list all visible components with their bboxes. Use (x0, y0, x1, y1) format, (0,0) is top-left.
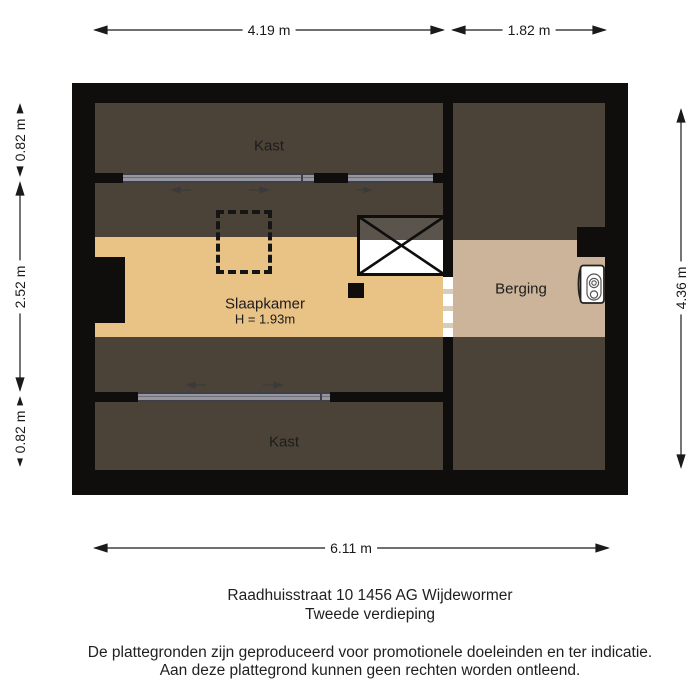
room-height-note: H = 1.93m (234, 311, 296, 327)
dim-label-left-3: 0.82 m (12, 406, 28, 459)
room-label-kast-top: Kast (253, 137, 285, 155)
cv-boiler-icon (578, 266, 604, 304)
dim-label-top-2: 1.82 m (503, 22, 556, 38)
stairwell-x-icon (359, 217, 445, 275)
room-label-kast-bottom: Kast (268, 433, 300, 451)
footer-disclaimer-2: Aan deze plattegrond kunnen geen rechten worden ontleend. (159, 662, 581, 679)
slide-arrow-right-top (249, 187, 268, 193)
slide-arrow-left-bottom (187, 382, 206, 388)
slide-arrow-left-top (172, 187, 191, 193)
room-label-slaapkamer: Slaapkamer (224, 295, 306, 313)
room-label-berging: Berging (495, 280, 547, 298)
dim-label-left-2: 2.52 m (12, 261, 28, 314)
footer-floor: Tweede verdieping (304, 606, 436, 623)
dim-label-top-1: 4.19 m (243, 22, 296, 38)
footer-disclaimer-1: De plattegronden zijn geproduceerd voor promotionele doeleinden en ter indicatie. (87, 644, 653, 661)
slide-arrow-right-bottom (263, 382, 282, 388)
dim-label-left-1: 0.82 m (12, 114, 28, 167)
dim-label-right: 4.36 m (673, 262, 689, 315)
slide-arrow-right-top-2 (357, 188, 371, 193)
dim-label-bottom: 6.11 m (325, 540, 377, 556)
footer-address: Raadhuisstraat 10 1456 AG Wijdewormer (227, 587, 513, 604)
